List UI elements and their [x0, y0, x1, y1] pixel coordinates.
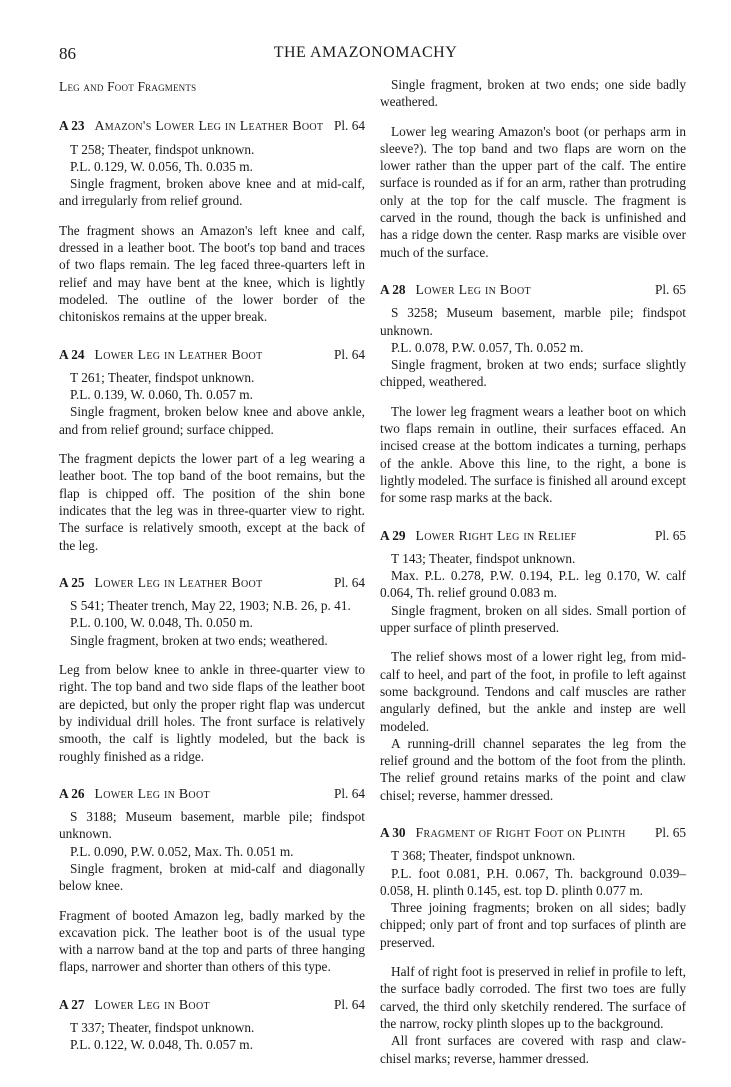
entry-title: Lower Right Leg in Relief: [415, 527, 577, 543]
entry-id: A 29: [380, 527, 406, 543]
entry-description-continued: A running-drill channel separates the leg from the relief ground and the bottom of the foot from the plinth. The relief ground retains marks of the point and claw chisel; reverse, hammer dressed.: [380, 735, 686, 803]
entry-title: Lower Leg in Leather Boot: [94, 346, 263, 362]
plate-reference: Pl. 64: [333, 118, 365, 134]
running-title: THE AMAZONOMACHY: [273, 44, 458, 61]
right-column: [380, 76, 686, 1087]
entry-description: The fragment shows an Amazon's left knee and calf, dressed in a leather boot. The boot's top band and traces of two flaps remain. The leg faced three-quarters left in relief and may have bent at the knee, which is lightly modeled. The outline of the lower border of the chitoniskos remains at the upper break.: [59, 222, 365, 325]
entry-heading: [380, 527, 686, 544]
entry-title: Lower Leg in Boot: [94, 996, 210, 1012]
plate-reference: Pl. 64: [333, 785, 365, 801]
entry-description: The fragment depicts the lower part of a leg wearing a leather boot. The top band of the boot remains, but the flap is chipped off. The position of the shin bone indicates that the leg was in three-quarter view to right. The surface is relatively smooth, except at the back of the leg.: [59, 451, 365, 553]
page-number: 86: [59, 44, 76, 63]
entry-title: Lower Leg in Boot: [415, 281, 531, 297]
entry-meta-condition: Single fragment, broken below knee and above ankle, and from relief ground; surface chipped.: [59, 404, 365, 437]
page-header: [0, 44, 731, 68]
entry-meta-inventory: T 258; Theater, findspot unknown.: [70, 141, 255, 157]
entry-meta-dimensions: P.L. 0.100, W. 0.048, Th. 0.050 m.: [70, 615, 253, 631]
entry-id: A 23: [59, 118, 85, 134]
entry-id: A 26: [59, 785, 85, 801]
catalog-entry-a25: [59, 574, 365, 765]
entry-heading: [59, 785, 365, 802]
catalog-entry-a28: [380, 281, 686, 507]
entry-heading: [380, 281, 686, 298]
entry-meta-inventory: T 143; Theater, findspot unknown.: [391, 550, 576, 566]
catalog-entry-a30: [380, 824, 686, 1067]
entry-description: Leg from below knee to ankle in three-quarter view to right. The top band and two side flaps of the leather boot are depicted, but only the proper right flap was undercut by individual drill holes. The front surface is relatively smooth, the calf is lightly modeled, but the back is roughly finished as a ridge.: [59, 662, 365, 764]
entry-heading: [380, 824, 686, 841]
entry-meta-condition: Single fragment, broken at two ends; surface slightly chipped, weathered.: [380, 357, 686, 390]
entry-description: Half of right foot is preserved in relief in profile to left, the surface badly corroded. The first two toes are fully carved, the third only sketchily rendered. The surface of the narrow, rocky plinth slopes up to the background.: [380, 964, 686, 1031]
entry-title: Lower Leg in Boot: [94, 785, 210, 801]
catalog-entry-a24: [59, 346, 365, 554]
entry-heading: [59, 346, 365, 363]
entry-meta-dimensions: Max. P.L. 0.278, P.W. 0.194, P.L. leg 0.170, W. calf 0.064, Th. relief ground 0.083 m.: [380, 568, 686, 601]
plate-reference: Pl. 64: [333, 574, 365, 590]
plate-reference: Pl. 64: [333, 996, 365, 1012]
entry-id: A 30: [380, 824, 406, 840]
entry-meta-inventory: S 541; Theater trench, May 22, 1903; N.B. 26, p. 41.: [70, 598, 351, 614]
entry-meta-dimensions: P.L. foot 0.081, P.H. 0.067, Th. background 0.039–0.058, H. plinth 0.145, est. top D. plinth 0.077 m.: [380, 865, 686, 898]
entry-meta-condition: Single fragment, broken above knee and at mid-calf, and irregularly from relief ground.: [59, 176, 365, 209]
entry-heading: [59, 117, 365, 134]
entry-heading: [59, 996, 365, 1013]
plate-reference: Pl. 64: [333, 346, 365, 362]
section-heading: Leg and Foot Fragments: [59, 79, 197, 94]
entry-description: Fragment of booted Amazon leg, badly marked by the excavation pick. The leather boot is of the usual type with a narrow band at the top and parts of three hanging flaps, narrower and shorter than others of this type.: [59, 907, 365, 975]
entry-meta-inventory: T 368; Theater, findspot unknown.: [391, 848, 576, 864]
catalog-entry-a27-continued: [380, 76, 686, 261]
entry-meta-dimensions: P.L. 0.090, P.W. 0.052, Max. Th. 0.051 m.: [70, 843, 294, 859]
entry-heading: [59, 574, 365, 591]
entry-description-continued: All front surfaces are covered with rasp and claw-chisel marks; reverse, hammer dressed.: [380, 1033, 686, 1066]
entry-meta-inventory: S 3188; Museum basement, marble pile; findspot unknown.: [59, 809, 365, 842]
catalog-entry-a23: [59, 117, 365, 325]
entry-meta-dimensions: P.L. 0.078, P.W. 0.057, Th. 0.052 m.: [391, 339, 584, 355]
entry-title: Fragment of Right Foot on Plinth: [415, 824, 626, 840]
entry-meta-dimensions: P.L. 0.122, W. 0.048, Th. 0.057 m.: [70, 1037, 253, 1053]
catalog-entry-a26: [59, 785, 365, 976]
entry-meta-condition: Single fragment, broken on all sides. Small portion of upper surface of plinth preserved.: [380, 602, 686, 636]
catalog-entry-a27: [59, 996, 365, 1054]
plate-reference: Pl. 65: [654, 824, 686, 840]
entry-meta-condition: Single fragment, broken at two ends; one side badly weathered.: [380, 77, 686, 110]
entry-meta-condition: Three joining fragments; broken on all sides; badly chipped; only part of front and top surfaces of plinth are preserved.: [380, 900, 686, 950]
entry-meta-dimensions: P.L. 0.139, W. 0.060, Th. 0.057 m.: [70, 387, 253, 403]
entry-meta-condition: Single fragment, broken at two ends; weathered.: [70, 632, 328, 648]
entry-id: A 27: [59, 996, 85, 1012]
entry-description: The relief shows most of a lower right leg, from mid-calf to heel, and part of the foot, in profile to left against some background. Tendons and calf muscles are rather angularly defined, but the ankle and instep are well modeled.: [380, 649, 686, 734]
entry-meta-inventory: T 337; Theater, findspot unknown.: [70, 1020, 255, 1036]
plate-reference: Pl. 65: [654, 281, 686, 297]
plate-reference: Pl. 65: [654, 527, 686, 543]
entry-description: The lower leg fragment wears a leather boot on which two flaps remain in outline, their surfaces effaced. An incised crease at the bottom indicates a turning, perhaps of the ankle. Above this line, to the right, a bone is lightly modeled. The surface is finished all around except for some rasp marks at the back.: [380, 403, 686, 506]
entry-id: A 25: [59, 574, 85, 590]
entry-description: Lower leg wearing Amazon's boot (or perhaps arm in sleeve?). The top band and two flaps are worn on the lower rather than the upper part of the calf. The entire surface is rounded as if for an arm, rather than protruding only at the top for the calf muscle. The fragment is carved in the round, though the back is unfinished and has a ridge down the center. Rasp marks are visible over much of the surface.: [380, 123, 686, 260]
entry-meta-condition: Single fragment, broken at mid-calf and diagonally below knee.: [59, 860, 365, 894]
entry-meta-inventory: S 3258; Museum basement, marble pile; findspot unknown.: [380, 305, 686, 338]
entry-title: Amazon's Lower Leg in Leather Boot: [94, 118, 324, 134]
entry-id: A 28: [380, 281, 406, 297]
entry-meta-dimensions: P.L. 0.129, W. 0.056, Th. 0.035 m.: [70, 158, 253, 174]
left-column: [59, 76, 365, 1074]
entry-meta-inventory: T 261; Theater, findspot unknown.: [70, 369, 255, 385]
entry-id: A 24: [59, 346, 85, 362]
catalog-entry-a29: [380, 527, 686, 804]
entry-title: Lower Leg in Leather Boot: [94, 574, 263, 590]
